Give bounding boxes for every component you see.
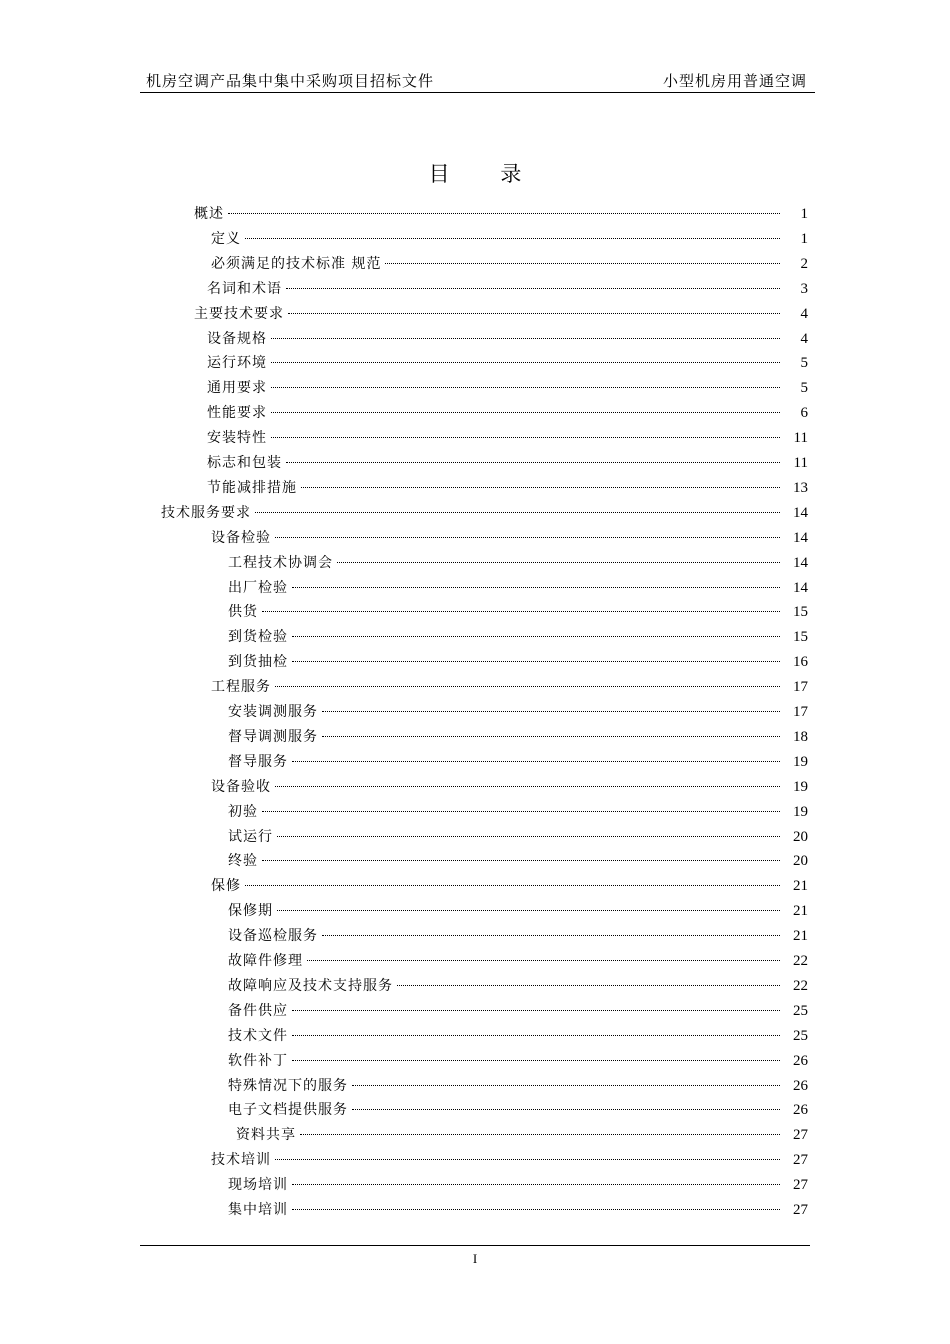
- toc-entry[interactable]: [207, 353, 808, 373]
- toc-entry[interactable]: [211, 777, 808, 797]
- toc-entry[interactable]: [228, 1001, 808, 1021]
- toc-entry-label: 设备验收: [211, 779, 271, 795]
- toc-entry-page-number: 2: [800, 256, 808, 272]
- toc-entry-page-number: 21: [793, 903, 808, 919]
- toc-entry-page-number: 14: [793, 530, 808, 546]
- toc-entry-label: 技术文件: [228, 1028, 288, 1044]
- toc-entry-label: 资料共享: [236, 1127, 296, 1143]
- toc-dot-leader: [322, 935, 780, 936]
- toc-dot-leader: [292, 1010, 780, 1011]
- toc-entry[interactable]: [228, 627, 808, 647]
- toc-entry-page-number: 17: [793, 704, 808, 720]
- toc-entry[interactable]: [228, 827, 808, 847]
- toc-entry-page-number: 22: [793, 978, 808, 994]
- toc-entry-page-number: 21: [793, 878, 808, 894]
- toc-entry-page-number: 11: [793, 455, 808, 471]
- toc-entry-page-number: 5: [800, 380, 808, 396]
- toc-dot-leader: [322, 711, 780, 712]
- toc-entry-label: 督导服务: [228, 754, 288, 770]
- toc-dot-leader: [286, 288, 780, 289]
- toc-dot-leader: [271, 338, 780, 339]
- toc-entry-label: 性能要求: [207, 405, 267, 421]
- toc-dot-leader: [288, 313, 780, 314]
- toc-entry-page-number: 14: [793, 555, 808, 571]
- toc-dot-leader: [255, 512, 780, 513]
- toc-entry-label: 备件供应: [228, 1003, 288, 1019]
- toc-entry[interactable]: [228, 901, 808, 921]
- toc-dot-leader: [292, 1184, 780, 1185]
- toc-entry-label: 试运行: [228, 829, 273, 845]
- toc-entry-page-number: 5: [800, 355, 808, 371]
- toc-entry-page-number: 20: [793, 829, 808, 845]
- toc-entry[interactable]: [228, 578, 808, 598]
- page-header: [140, 68, 815, 93]
- toc-entry-label: 名词和术语: [207, 281, 282, 297]
- toc-entry-label: 设备规格: [207, 331, 267, 347]
- toc-entry-label: 技术服务要求: [161, 505, 251, 521]
- toc-dot-leader: [292, 1060, 780, 1061]
- toc-entry[interactable]: [228, 802, 808, 822]
- toc-entry[interactable]: [228, 1051, 808, 1071]
- toc-entry-label: 设备检验: [211, 530, 271, 546]
- toc-entry-label: 集中培训: [228, 1202, 288, 1218]
- toc-entry-label: 运行环境: [207, 355, 267, 371]
- toc-dot-leader: [397, 985, 780, 986]
- toc-entry[interactable]: [211, 1150, 808, 1170]
- toc-entry-page-number: 3: [800, 281, 808, 297]
- toc-entry[interactable]: [207, 329, 808, 349]
- toc-title: 目 录: [428, 162, 544, 186]
- toc-dot-leader: [275, 1159, 780, 1160]
- toc-entry[interactable]: [228, 1076, 808, 1096]
- toc-entry[interactable]: [228, 752, 808, 772]
- toc-entry-label: 到货抽检: [228, 654, 288, 670]
- toc-entry-label: 特殊情况下的服务: [228, 1078, 348, 1094]
- toc-dot-leader: [286, 462, 780, 463]
- toc-entry-label: 现场培训: [228, 1177, 288, 1193]
- toc-dot-leader: [245, 885, 780, 886]
- toc-dot-leader: [337, 562, 780, 563]
- toc-entry-label: 主要技术要求: [194, 306, 284, 322]
- toc-dot-leader: [245, 238, 780, 239]
- toc-entry-label: 故障件修理: [228, 953, 303, 969]
- toc-entry-label: 安装调测服务: [228, 704, 318, 720]
- toc-dot-leader: [292, 636, 780, 637]
- toc-entry[interactable]: [228, 926, 808, 946]
- toc-entry-label: 技术培训: [211, 1152, 271, 1168]
- toc-entry[interactable]: [194, 304, 808, 324]
- toc-entry[interactable]: [207, 453, 808, 473]
- toc-entry-page-number: 26: [793, 1078, 808, 1094]
- toc-entry[interactable]: [228, 851, 808, 871]
- toc-dot-leader: [228, 213, 780, 214]
- toc-entry[interactable]: [228, 727, 808, 747]
- toc-entry-label: 工程技术协调会: [228, 555, 333, 571]
- toc-entry-label: 安装特性: [207, 430, 267, 446]
- toc-entry[interactable]: [228, 1175, 808, 1195]
- toc-entry-label: 出厂检验: [228, 580, 288, 596]
- toc-entry-page-number: 22: [793, 953, 808, 969]
- toc-entry[interactable]: [207, 478, 808, 498]
- toc-dot-leader: [352, 1109, 780, 1110]
- toc-entry[interactable]: [228, 1026, 808, 1046]
- toc-entry-label: 节能减排措施: [207, 480, 297, 496]
- toc-entry-page-number: 20: [793, 853, 808, 869]
- toc-entry[interactable]: [236, 1125, 808, 1145]
- toc-entry-page-number: 14: [793, 580, 808, 596]
- toc-entry[interactable]: [211, 528, 808, 548]
- toc-entry-label: 必须满足的技术标准 规范: [211, 256, 382, 272]
- toc-dot-leader: [292, 661, 780, 662]
- toc-entry-label: 终验: [228, 853, 258, 869]
- toc-entry-page-number: 16: [793, 654, 808, 670]
- toc-entry-label: 保修: [211, 878, 241, 894]
- toc-entry[interactable]: [211, 229, 808, 249]
- toc-entry-label: 定义: [211, 231, 241, 247]
- toc-entry[interactable]: [211, 876, 808, 896]
- header-document-title: 机房空调产品集中集中采购项目招标文件: [146, 72, 435, 90]
- toc-dot-leader: [275, 537, 780, 538]
- toc-entry[interactable]: [207, 428, 808, 448]
- toc-entry-page-number: 4: [800, 331, 808, 347]
- toc-dot-leader: [277, 836, 780, 837]
- toc-entry[interactable]: [161, 503, 808, 523]
- toc-entry-label: 工程服务: [211, 679, 271, 695]
- toc-entry[interactable]: [228, 553, 808, 573]
- toc-entry[interactable]: [228, 602, 808, 622]
- toc-entry-label: 标志和包装: [207, 455, 282, 471]
- toc-entry-label: 保修期: [228, 903, 273, 919]
- toc-dot-leader: [292, 1035, 780, 1036]
- toc-entry-label: 通用要求: [207, 380, 267, 396]
- toc-entry-label: 督导调测服务: [228, 729, 318, 745]
- toc-entry-page-number: 14: [793, 505, 808, 521]
- toc-dot-leader: [352, 1085, 780, 1086]
- toc-entry-page-number: 11: [793, 430, 808, 446]
- toc-entry[interactable]: [228, 951, 808, 971]
- toc-entry[interactable]: [207, 403, 808, 423]
- toc-entry-label: 初验: [228, 804, 258, 820]
- toc-dot-leader: [271, 362, 780, 363]
- toc-entry-page-number: 6: [800, 405, 808, 421]
- toc-entry[interactable]: [228, 1100, 808, 1120]
- toc-entry[interactable]: [228, 702, 808, 722]
- toc-entry-page-number: 15: [793, 604, 808, 620]
- toc-entry[interactable]: [228, 652, 808, 672]
- toc-entry-label: 电子文档提供服务: [228, 1102, 348, 1118]
- toc-entry-page-number: 1: [800, 231, 808, 247]
- toc-entry[interactable]: [207, 378, 808, 398]
- toc-entry-label: 供货: [228, 604, 258, 620]
- toc-dot-leader: [275, 686, 780, 687]
- toc-dot-leader: [262, 611, 780, 612]
- toc-dot-leader: [292, 761, 780, 762]
- toc-entry-page-number: 19: [793, 754, 808, 770]
- toc-entry-page-number: 26: [793, 1102, 808, 1118]
- table-of-contents: [0, 204, 950, 1224]
- toc-entry-page-number: 27: [793, 1202, 808, 1218]
- toc-dot-leader: [275, 786, 780, 787]
- header-section-title: 小型机房用普通空调: [662, 72, 807, 90]
- toc-entry[interactable]: [194, 204, 808, 224]
- toc-entry-page-number: 27: [793, 1127, 808, 1143]
- toc-entry-page-number: 4: [800, 306, 808, 322]
- toc-entry-page-number: 25: [793, 1028, 808, 1044]
- toc-entry[interactable]: [228, 1200, 808, 1220]
- toc-entry-label: 软件补丁: [228, 1053, 288, 1069]
- toc-entry-page-number: 1: [800, 206, 808, 222]
- footer-divider: [140, 1245, 810, 1246]
- toc-entry[interactable]: [207, 279, 808, 299]
- toc-dot-leader: [385, 263, 780, 264]
- toc-entry-label: 到货检验: [228, 629, 288, 645]
- toc-entry-page-number: 17: [793, 679, 808, 695]
- toc-entry-page-number: 27: [793, 1152, 808, 1168]
- toc-entry-page-number: 21: [793, 928, 808, 944]
- toc-dot-leader: [307, 960, 780, 961]
- toc-dot-leader: [292, 1209, 780, 1210]
- toc-dot-leader: [322, 736, 780, 737]
- toc-entry-page-number: 25: [793, 1003, 808, 1019]
- toc-dot-leader: [301, 487, 780, 488]
- toc-entry-page-number: 26: [793, 1053, 808, 1069]
- toc-dot-leader: [262, 860, 780, 861]
- toc-entry-label: 设备巡检服务: [228, 928, 318, 944]
- toc-entry-page-number: 15: [793, 629, 808, 645]
- toc-dot-leader: [292, 587, 780, 588]
- toc-dot-leader: [262, 811, 780, 812]
- toc-entry-page-number: 13: [793, 480, 808, 496]
- toc-entry-label: 故障响应及技术支持服务: [228, 978, 393, 994]
- toc-entry[interactable]: [211, 677, 808, 697]
- toc-dot-leader: [271, 437, 780, 438]
- toc-entry[interactable]: [211, 254, 808, 274]
- toc-dot-leader: [271, 412, 780, 413]
- toc-entry[interactable]: [228, 976, 808, 996]
- toc-dot-leader: [277, 910, 780, 911]
- footer-page-number: I: [472, 1251, 478, 1266]
- toc-entry-label: 概述: [194, 206, 224, 222]
- toc-dot-leader: [300, 1134, 780, 1135]
- toc-dot-leader: [271, 387, 780, 388]
- toc-entry-page-number: 18: [793, 729, 808, 745]
- toc-entry-page-number: 19: [793, 804, 808, 820]
- toc-entry-page-number: 19: [793, 779, 808, 795]
- toc-entry-page-number: 27: [793, 1177, 808, 1193]
